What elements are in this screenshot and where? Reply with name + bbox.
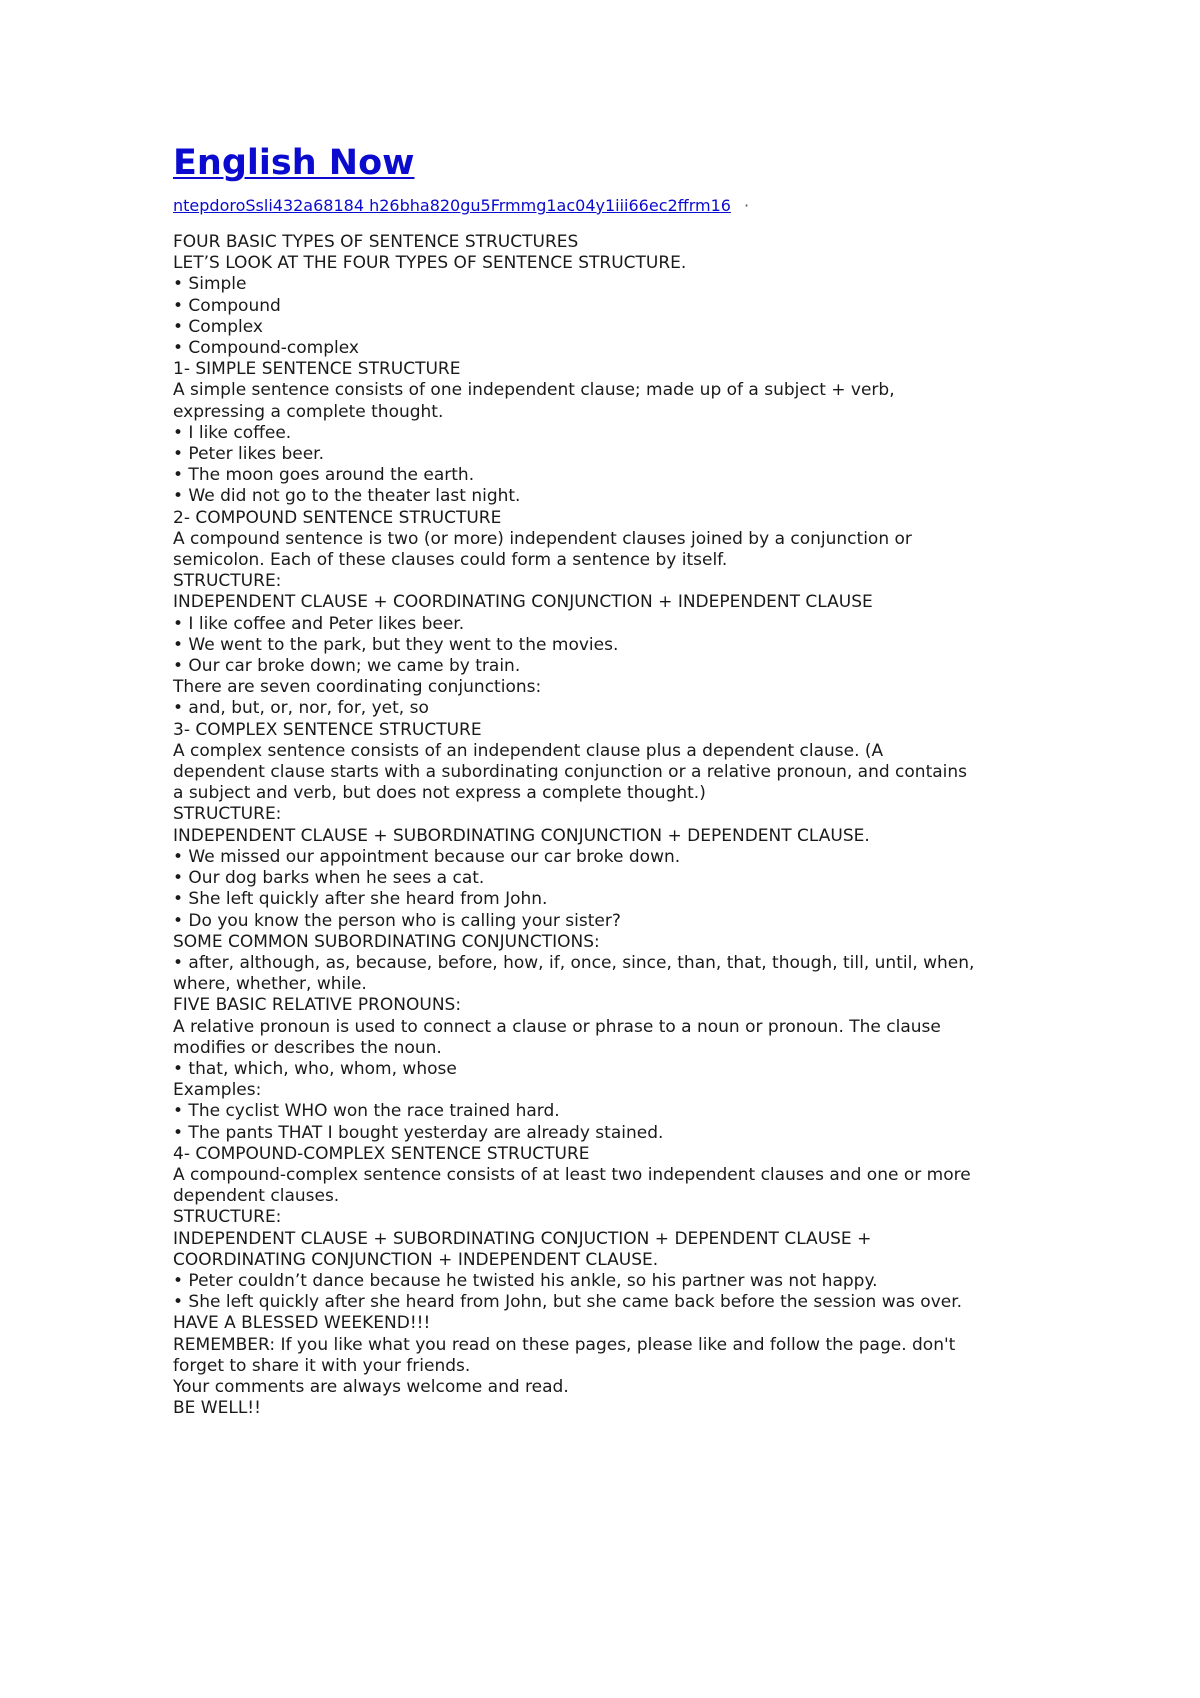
text-line: • Compound: [173, 295, 281, 316]
text-line: • and, but, or, nor, for, yet, so: [173, 698, 429, 719]
post-body: [173, 232, 1073, 1419]
text-line: where, whether, while.: [173, 974, 367, 995]
text-line: 1- SIMPLE SENTENCE STRUCTURE: [173, 359, 461, 380]
text-line: SOME COMMON SUBORDINATING CONJUNCTIONS:: [173, 931, 600, 952]
text-line: A compound-complex sentence consists of at least two independent clauses and one or more: [173, 1164, 971, 1185]
text-line: • Peter couldn’t dance because he twisted his ankle, so his partner was not happy.: [173, 1270, 878, 1291]
text-line: STRUCTURE:: [173, 1207, 282, 1228]
text-line: FIVE BASIC RELATIVE PRONOUNS:: [173, 995, 462, 1016]
text-line: A relative pronoun is used to connect a clause or phrase to a noun or pronoun. The clause: [173, 1016, 941, 1037]
text-line: forget to share it with your friends.: [173, 1355, 471, 1376]
text-line: • I like coffee.: [173, 422, 292, 443]
text-line: • Our car broke down; we came by train.: [173, 656, 521, 677]
text-line: HAVE A BLESSED WEEKEND!!!: [173, 1313, 431, 1334]
text-line: REMEMBER: If you like what you read on these pages, please like and follow the page. don't: [173, 1334, 956, 1355]
text-line: • The cyclist WHO won the race trained hard.: [173, 1101, 560, 1122]
text-line: INDEPENDENT CLAUSE + SUBORDINATING CONJUNCTION + DEPENDENT CLAUSE.: [173, 825, 870, 846]
text-line: • The pants THAT I bought yesterday are already stained.: [173, 1122, 664, 1143]
text-line: A simple sentence consists of one independent clause; made up of a subject + verb,: [173, 380, 895, 401]
separator-dot: ·: [744, 196, 750, 215]
text-line: 2- COMPOUND SENTENCE STRUCTURE: [173, 507, 502, 528]
text-line: • We did not go to the theater last night.: [173, 486, 521, 507]
text-line: INDEPENDENT CLAUSE + COORDINATING CONJUNCTION + INDEPENDENT CLAUSE: [173, 592, 873, 613]
text-line: • Our dog barks when he sees a cat.: [173, 868, 485, 889]
text-line: dependent clause starts with a subordinating conjunction or a relative pronoun, and contains: [173, 762, 968, 783]
text-line: STRUCTURE:: [173, 571, 282, 592]
text-line: FOUR BASIC TYPES OF SENTENCE STRUCTURES: [173, 232, 579, 252]
text-line: dependent clauses.: [173, 1186, 340, 1207]
text-line: a subject and verb, but does not express a complete thought.): [173, 783, 706, 804]
text-line: • I like coffee and Peter likes beer.: [173, 613, 465, 634]
text-line: A complex sentence consists of an independent clause plus a dependent clause. (A: [173, 740, 884, 761]
text-line: • She left quickly after she heard from John, but she came back before the session was over.: [173, 1292, 963, 1313]
text-line: 3- COMPLEX SENTENCE STRUCTURE: [173, 719, 482, 740]
text-line: • She left quickly after she heard from John.: [173, 889, 548, 910]
text-line: 4- COMPOUND-COMPLEX SENTENCE STRUCTURE: [173, 1143, 590, 1164]
text-line: There are seven coordinating conjunctions:: [173, 677, 542, 698]
text-line: • after, although, as, because, before, how, if, once, since, than, that, though, till, until, when,: [173, 952, 975, 973]
text-line: LET’S LOOK AT THE FOUR TYPES OF SENTENCE STRUCTURE.: [173, 253, 687, 274]
text-line: STRUCTURE:: [173, 804, 282, 825]
text-line: • The moon goes around the earth.: [173, 465, 475, 486]
text-line: • We missed our appointment because our car broke down.: [173, 846, 681, 867]
text-line: INDEPENDENT CLAUSE + SUBORDINATING CONJUCTION + DEPENDENT CLAUSE +: [173, 1228, 872, 1249]
text-line: expressing a complete thought.: [173, 401, 444, 422]
text-line: • Do you know the person who is calling your sister?: [173, 910, 621, 931]
text-line: • Compound-complex: [173, 338, 359, 359]
document-page: [173, 140, 1073, 1419]
text-line: • that, which, who, whom, whose: [173, 1058, 457, 1079]
text-line: BE WELL!!: [173, 1398, 261, 1419]
text-line: COORDINATING CONJUNCTION + INDEPENDENT CLAUSE.: [173, 1249, 659, 1270]
text-line: modifies or describes the noun.: [173, 1037, 442, 1058]
text-line: • Peter likes beer.: [173, 444, 324, 465]
page-title-link[interactable]: English Now: [173, 143, 415, 183]
text-line: • Complex: [173, 316, 263, 337]
text-line: Examples:: [173, 1080, 262, 1101]
text-line: semicolon. Each of these clauses could form a sentence by itself.: [173, 550, 728, 571]
text-line: • We went to the park, but they went to the movies.: [173, 634, 619, 655]
text-line: Your comments are always welcome and read.: [173, 1376, 569, 1397]
author-link[interactable]: ntepdoroSsli432a68184 h26bha820gu5Frmmg1ac04y1iii66ec2ffrm16: [173, 196, 731, 215]
byline: [173, 194, 1073, 224]
text-line: A compound sentence is two (or more) independent clauses joined by a conjunction or: [173, 528, 912, 549]
text-line: • Simple: [173, 274, 247, 295]
